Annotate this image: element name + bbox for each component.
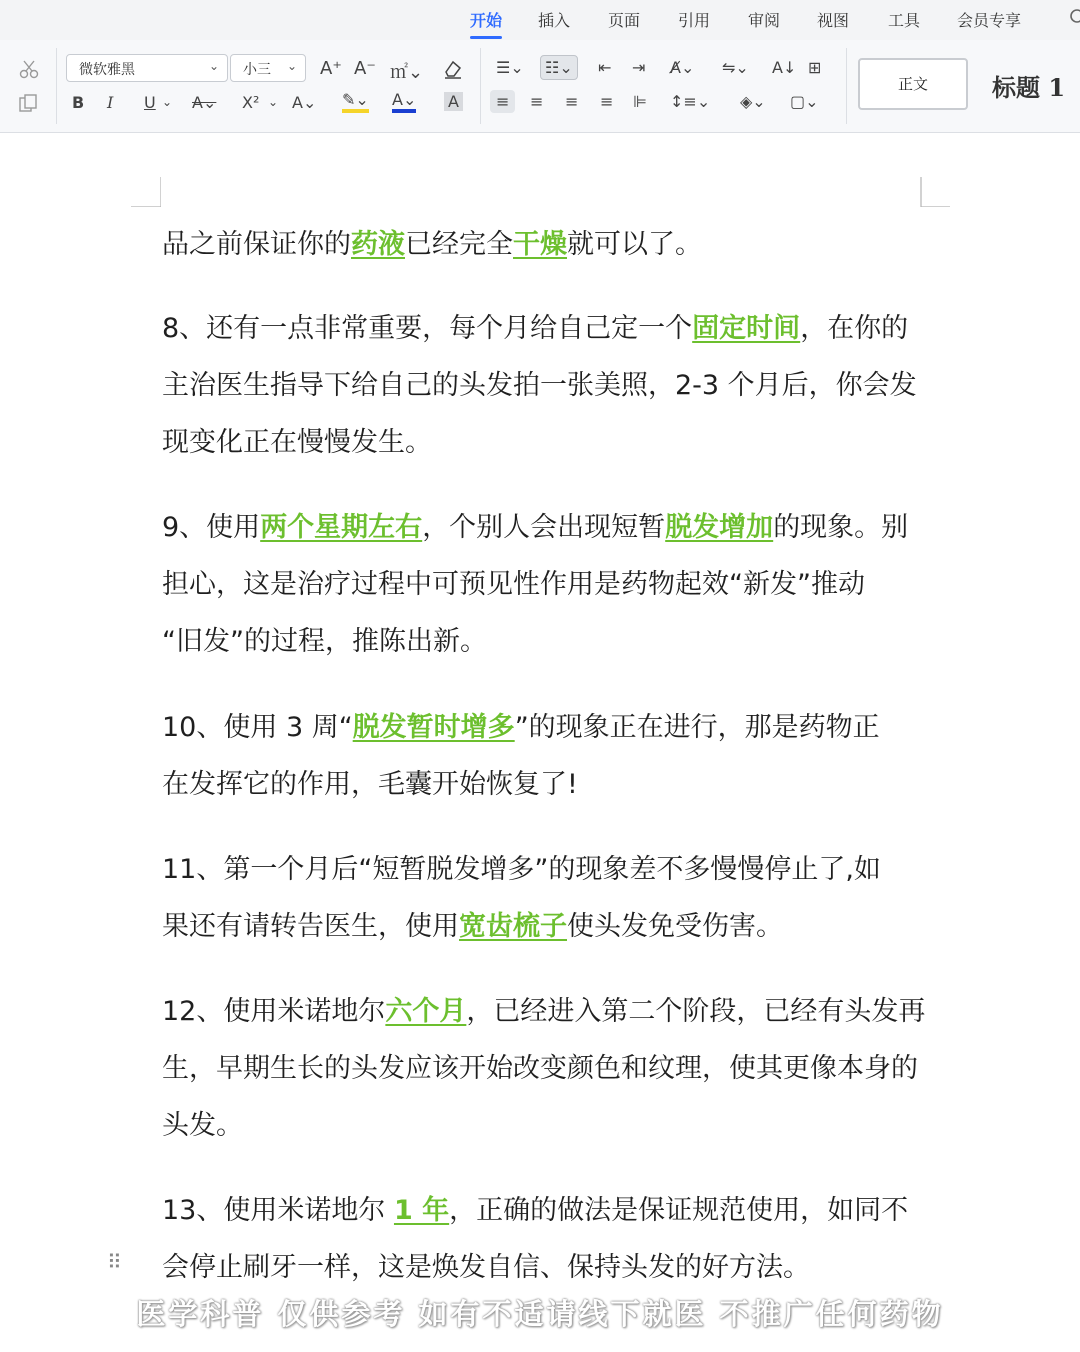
document-line: [162, 1245, 810, 1284]
numbered-list-icon[interactable]: ☷⌄: [540, 55, 578, 80]
increase-indent-icon[interactable]: ⇥: [632, 58, 646, 77]
document-line: [162, 1046, 918, 1085]
chevron-down-icon: ⌄: [286, 59, 297, 73]
document-line: [162, 904, 783, 943]
highlighted-keyword: 宽齿梳子: [459, 911, 567, 942]
line-text: 11、第一个月后“短暂脱发增多”的现象差不多慢慢停止了,如: [162, 854, 881, 885]
cut-icon[interactable]: [18, 58, 40, 80]
show-marks-icon[interactable]: ⊞: [808, 58, 822, 77]
highlighted-keyword: 1 年: [393, 1195, 450, 1226]
disclaimer-caption: 医学科普 仅供参考 如有不适请线下就医 不推广任何药物: [136, 1297, 944, 1331]
font-name-select[interactable]: [66, 54, 228, 82]
distributed-align-icon[interactable]: ⊫: [633, 92, 647, 111]
strikethrough-icon[interactable]: A⌄: [192, 93, 217, 112]
document-line: [162, 306, 908, 345]
bullet-list-icon[interactable]: ☰⌄: [496, 58, 524, 77]
document-line: [162, 505, 908, 544]
document-line: [162, 762, 578, 801]
tab-view[interactable]: 视图: [817, 11, 850, 30]
menu-tab-bar: [0, 0, 1080, 40]
tab-review[interactable]: 审阅: [748, 11, 781, 30]
tab-references[interactable]: 引用: [678, 11, 711, 30]
document-line: [162, 1188, 908, 1227]
margin-corner-top-right: [920, 177, 950, 207]
shrink-font-icon[interactable]: A⁻: [354, 58, 376, 79]
font-size-select[interactable]: [230, 54, 306, 82]
font-size-value: 小三: [243, 62, 271, 78]
line-text: ，个别人会出现短暂: [422, 512, 666, 543]
tab-insert[interactable]: 插入: [538, 11, 571, 30]
line-text: 品之前保证你的: [162, 229, 351, 260]
document-line: [162, 363, 917, 402]
highlighted-keyword: 脱发暂时增多: [352, 712, 515, 743]
line-text: ，在你的: [800, 313, 909, 344]
copy-icon[interactable]: [18, 93, 40, 115]
clear-format-icon[interactable]: [442, 58, 464, 80]
document-line: [162, 705, 880, 744]
document-line: [162, 847, 881, 886]
search-icon[interactable]: [1068, 8, 1080, 28]
chinese-layout-icon[interactable]: A̸⌄: [670, 58, 695, 77]
line-text: 果还有请转告医生，使用: [162, 911, 459, 942]
align-right-icon[interactable]: ≡: [565, 92, 579, 111]
line-text: 10、使用 3 周“: [162, 712, 353, 743]
highlighted-keyword: 固定时间: [692, 313, 801, 344]
document-line: [162, 420, 432, 459]
text-effect-icon[interactable]: A⌄: [292, 93, 317, 112]
line-text: 现变化正在慢慢发生。: [162, 427, 432, 458]
tab-member[interactable]: 会员专享: [957, 11, 1022, 30]
document-line: [162, 1103, 243, 1142]
font-color-icon[interactable]: A⌄: [392, 91, 416, 113]
line-text: 主治医生指导下给自己的头发拍一张美照，2-3 个月后，你会发: [162, 370, 917, 401]
style-normal[interactable]: 正文: [858, 58, 968, 110]
decrease-indent-icon[interactable]: ⇤: [598, 58, 612, 77]
ribbon-separator: [480, 48, 481, 124]
line-text: 8、还有一点非常重要，每个月给自己定一个: [162, 313, 693, 344]
line-text: 12、使用米诺地尔: [162, 996, 386, 1027]
line-text: 就可以了。: [567, 229, 702, 260]
highlight-color-icon[interactable]: ✎⌄: [342, 91, 369, 113]
ribbon-separator: [846, 48, 847, 124]
shading-icon[interactable]: ◈⌄: [740, 92, 766, 111]
borders-icon[interactable]: ▢⌄: [790, 92, 819, 111]
align-left-icon[interactable]: ≡: [490, 90, 515, 113]
highlighted-keyword: 两个星期左右: [260, 512, 423, 543]
chevron-down-icon: ⌄: [208, 59, 219, 73]
highlighted-keyword: 干燥: [513, 229, 567, 260]
document-line: [162, 989, 925, 1028]
tab-home[interactable]: 开始: [470, 8, 502, 31]
line-text: 使头发免受伤害。: [567, 911, 783, 942]
line-text: ”的现象正在进行，那是药物正: [514, 712, 880, 743]
drag-handle-icon[interactable]: ⠿: [107, 1250, 122, 1274]
underline-button[interactable]: U: [144, 93, 156, 112]
italic-button[interactable]: I: [107, 93, 114, 112]
grow-font-icon[interactable]: A⁺: [320, 58, 342, 79]
superscript-button[interactable]: X²: [242, 93, 260, 112]
line-spacing-icon[interactable]: ↕≡⌄: [670, 92, 711, 111]
chevron-down-icon[interactable]: ⌄: [268, 95, 279, 109]
line-text: ，已经进入第二个阶段，已经有头发再: [466, 996, 926, 1027]
align-center-icon[interactable]: ≡: [530, 92, 544, 111]
line-text: 担心，这是治疗过程中可预见性作用是药物起效“新发”推动: [162, 569, 865, 600]
line-text: 13、使用米诺地尔: [162, 1195, 394, 1226]
line-text: ，正确的做法是保证规范使用，如同不: [449, 1195, 909, 1226]
line-text: 会停止刷牙一样，这是焕发自信、保持头发的好方法。: [162, 1252, 810, 1283]
line-text: 的现象。别: [773, 512, 909, 543]
highlighted-keyword: 六个月: [385, 996, 467, 1027]
phonetic-guide-icon[interactable]: ㎡⌄: [390, 62, 424, 83]
text-direction-icon[interactable]: ⇋⌄: [722, 58, 749, 77]
line-text: 在发挥它的作用，毛囊开始恢复了!: [162, 769, 578, 800]
document-line: [162, 222, 702, 261]
font-name-value: 微软雅黑: [79, 62, 135, 78]
line-text: 9、使用: [162, 512, 261, 543]
highlighted-keyword: 药液: [351, 229, 405, 260]
document-line: [162, 562, 865, 601]
line-text: 头发。: [162, 1110, 243, 1141]
chevron-down-icon[interactable]: ⌄: [162, 95, 173, 109]
char-shading-icon[interactable]: A: [444, 92, 463, 111]
tab-page[interactable]: 页面: [608, 11, 641, 30]
line-text: “旧发”的过程，推陈出新。: [162, 626, 487, 657]
line-text: 生，早期生长的头发应该开始改变颜色和纹理，使其更像本身的: [162, 1053, 918, 1084]
justify-icon[interactable]: ≡: [600, 92, 614, 111]
ribbon-separator: [56, 48, 57, 124]
style-heading-1[interactable]: 标题 1: [992, 73, 1066, 102]
document-line: [162, 619, 487, 658]
sort-icon[interactable]: A↓: [772, 58, 797, 77]
margin-corner-top-left: [131, 177, 161, 207]
bold-button[interactable]: B: [72, 93, 85, 112]
line-text: 已经完全: [405, 229, 513, 260]
tab-tools[interactable]: 工具: [888, 11, 921, 30]
highlighted-keyword: 脱发增加: [665, 512, 774, 543]
